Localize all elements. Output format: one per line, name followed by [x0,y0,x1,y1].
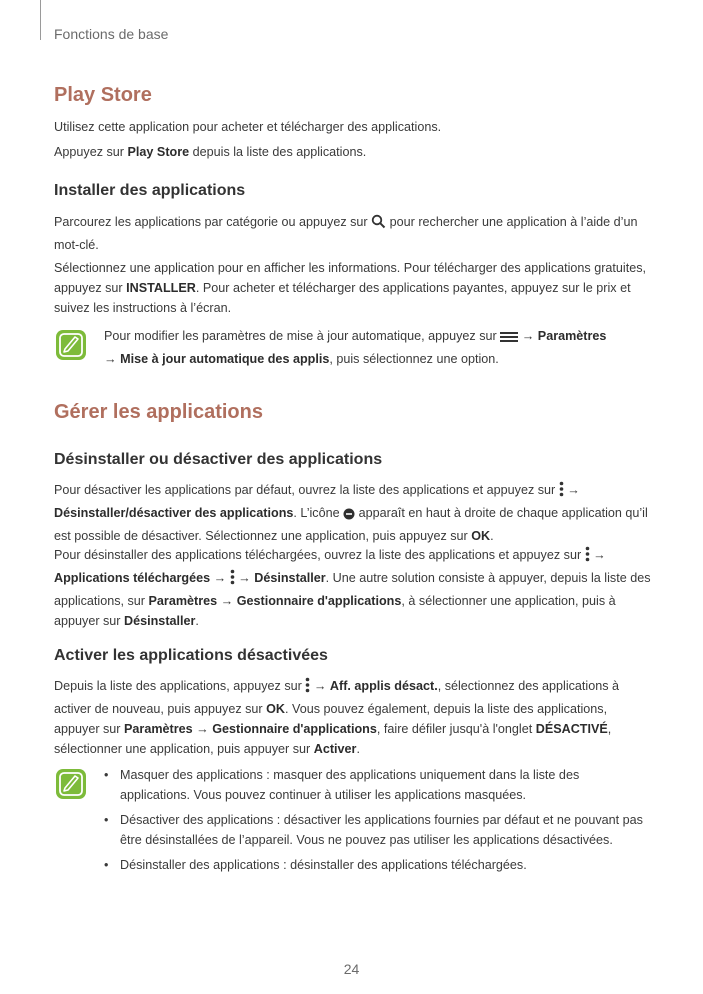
menu-icon [500,329,518,349]
note-icon [55,768,87,800]
activer-notes-list [104,765,652,880]
note-icon [55,329,87,361]
gerer-title: Gérer les applications [54,401,263,423]
list-item: • Désinstaller des applications : désinstaller des applications téléchargées. [104,855,652,875]
bullet-glyph: • [104,813,109,827]
installer-paragraph-2: Sélectionnez une application pour en afficher les informations. Pour télécharger des applications gratuites, appuyez sur INSTALLER. Pour acheter et télécharger des applications payantes, appuyez sur le prix et suivez les instructions à l’écran. [54,261,647,315]
page-number: 24 [343,961,360,977]
remove-icon [343,506,355,526]
play-store-instruction: Appuyez sur Play Store depuis la liste des applications. [54,145,367,159]
header-divider [40,0,41,40]
play-store-intro: Utilisez cette application pour acheter et télécharger des applications. [54,120,442,134]
list-item: • Désactiver des applications : désactiver les applications fournies par défaut et ne pouvant pas être désinstallées de l’appareil. Vous ne pouvez pas utiliser les applications désactivées. [104,810,652,850]
bullet-glyph: • [104,858,109,872]
list-item: • Masquer des applications : masquer des applications uniquement dans la liste des applications. Vous pouvez continuer à utiliser les applications masquées. [104,765,652,805]
activer-paragraph: Depuis la liste des applications, appuyez sur → Aff. applis désact., sélectionnez des applications à activer de nouveau, puis appuyez sur OK. Vous pouvez également, depuis la liste des applications, appuyer sur Paramètres → Gestionnaire d'applications, faire défiler jusqu'à l'onglet DÉSACTIVÉ, sélectionner une application, puis appuyer sur Activer. [54,679,620,756]
installer-note: Pour modifier les paramètres de mise à jour automatique, appuyez sur → Paramètres → Mise à jour automatique des applis, puis sélectionnez une option. [104,329,607,366]
desinstaller-paragraph-1: Pour désactiver les applications par défaut, ouvrez la liste des applications et appuyez sur → Désinstaller/désactiver des applications. L’icône apparaît en haut à droite de chaque application qu’il est possible de désactiver. Sélectionnez une application, puis appuyez sur OK. [54,483,648,543]
bullet-glyph: • [104,768,109,782]
installer-paragraph-1: Parcourez les applications par catégorie ou appuyez sur pour rechercher une application à l’aide d’un mot-clé. [54,215,638,252]
search-icon [371,214,386,235]
installer-title: Installer des applications [54,182,246,199]
play-store-title: Play Store [54,84,152,106]
page-header: Fonctions de base [54,26,169,42]
desinstaller-title: Désinstaller ou désactiver des applications [54,451,383,468]
desinstaller-paragraph-2: Pour désinstaller des applications téléchargées, ouvrez la liste des applications et appuyez sur → Applications téléchargées → → Désinstaller. Une autre solution consiste à appuyer, depuis la liste des applications, sur Paramètres → Gestionnaire d'applications, à sélectionner une application, puis à appuyer sur Désinstaller. [54,548,651,628]
activer-title: Activer les applications désactivées [54,647,328,664]
